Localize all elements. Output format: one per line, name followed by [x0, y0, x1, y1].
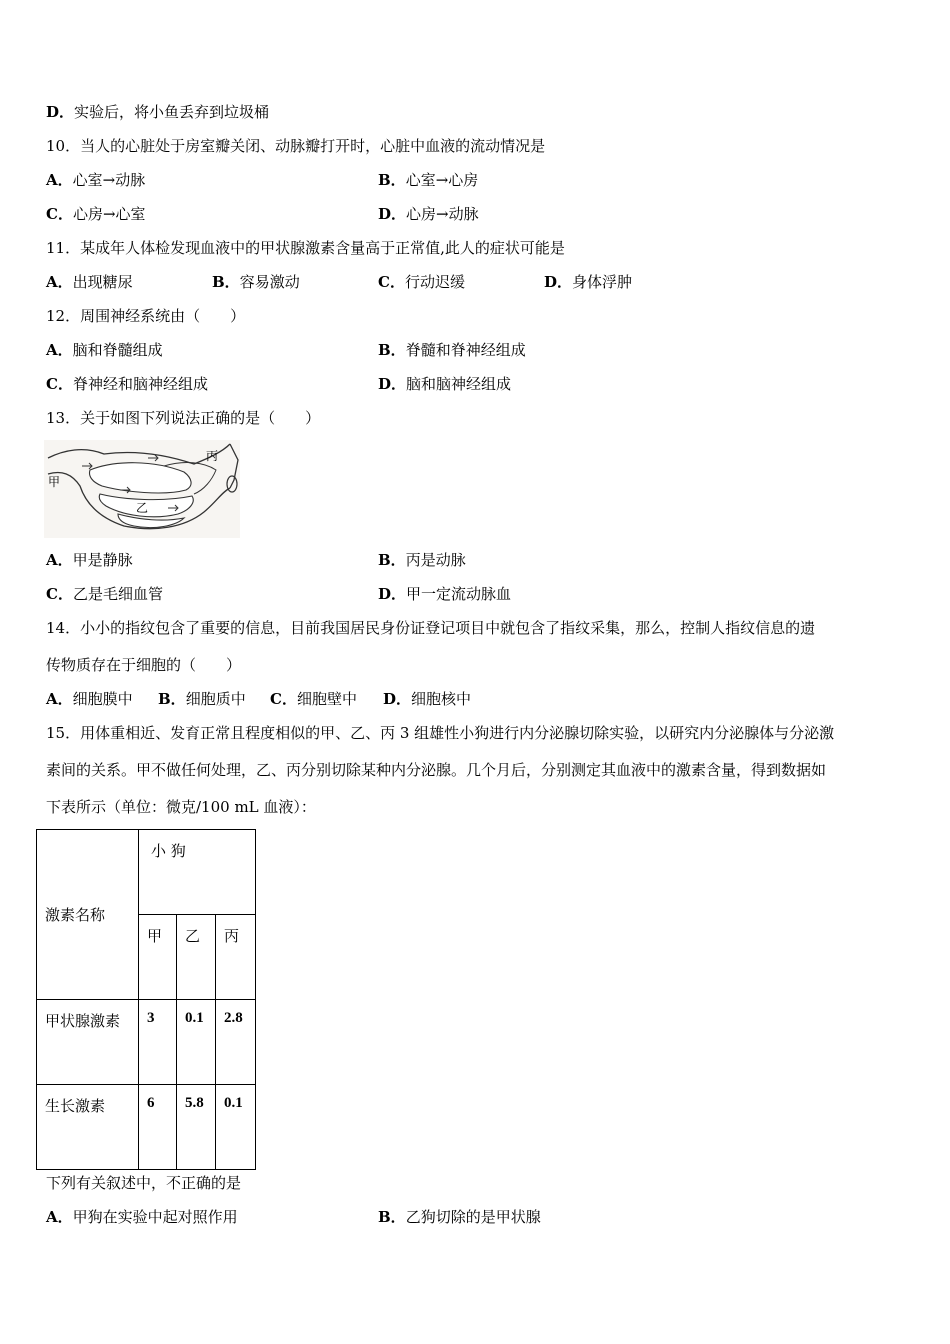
row-name [37, 1085, 139, 1170]
option-text: 心房→动脉 [406, 205, 479, 223]
q10-option-d [378, 204, 479, 224]
q13-option-c [46, 584, 163, 604]
option-text: 细胞壁中 [296, 690, 357, 708]
q9-option-d [46, 102, 269, 122]
option-letter: D． [378, 375, 407, 393]
q10-stem: 10．当人的心脏处于房室瓣关闭、动脉瓣打开时，心脏中血液的流动情况是 [46, 137, 546, 155]
cell-value-text: 0.1 [224, 1095, 243, 1111]
q15-prompt: 下列有关叙述中，不正确的是 [46, 1174, 242, 1192]
option-letter: B． [378, 341, 406, 359]
option-text: 脊神经和脑神经组成 [72, 375, 208, 393]
q13-option-b [378, 550, 466, 570]
option-letter: A． [46, 1208, 73, 1226]
option-text: 心室→心房 [405, 171, 479, 189]
cell-value-text: 0.1 [185, 1010, 204, 1026]
col-jia [139, 915, 177, 1000]
q14-stem-line2: 传物质存在于细胞的（ ） [46, 656, 242, 674]
q12-stem: 12．周围神经系统由（ ） [46, 307, 246, 325]
option-letter: C． [270, 690, 297, 708]
option-text: 乙狗切除的是甲状腺 [405, 1208, 541, 1226]
cell-value [177, 1085, 216, 1170]
option-text: 心房→心室 [72, 205, 146, 223]
option-letter: A． [46, 171, 73, 189]
option-text: 甲狗在实验中起对照作用 [72, 1208, 238, 1226]
q10-option-b [378, 170, 478, 190]
cell-value-text: 5.8 [185, 1095, 204, 1111]
header-hormone-name [37, 830, 139, 1000]
cell-value [139, 1000, 177, 1085]
option-text: 实验后，将小鱼丢弃到垃圾桶 [74, 103, 270, 121]
option-text: 身体浮肿 [572, 273, 633, 291]
cell-value-text: 2.8 [224, 1010, 243, 1026]
table-row [37, 1000, 256, 1085]
cell-value [177, 1000, 216, 1085]
option-letter: C． [378, 273, 405, 291]
option-letter: C． [46, 375, 73, 393]
q13-stem: 13．关于如图下列说法正确的是（ ） [46, 409, 321, 427]
col-bing-text: 丙 [224, 927, 240, 945]
option-text: 行动迟缓 [404, 273, 465, 291]
option-text: 甲是静脉 [72, 551, 133, 569]
row-name-text: 甲状腺激素 [45, 1012, 121, 1030]
q12-option-b [378, 340, 526, 360]
row-name [37, 1000, 139, 1085]
label-yi: 乙 [136, 501, 149, 515]
label-jia: 甲 [48, 475, 61, 489]
q13-option-d [378, 584, 511, 604]
cell-value [139, 1085, 177, 1170]
option-letter: C． [46, 585, 73, 603]
option-letter: A． [46, 341, 73, 359]
row-name-text: 生长激素 [45, 1097, 106, 1115]
option-letter: D． [383, 690, 412, 708]
option-letter: B． [378, 1208, 406, 1226]
q14-option-c [270, 689, 357, 709]
option-letter: D． [378, 585, 407, 603]
q11-option-a [46, 272, 133, 292]
option-text: 容易激动 [239, 273, 300, 291]
q13-option-a [46, 550, 133, 570]
option-letter: A． [46, 690, 73, 708]
header-dog-group [139, 830, 256, 915]
label-bing: 丙 [206, 449, 219, 463]
option-letter: A． [46, 273, 73, 291]
q14-option-a [46, 689, 133, 709]
blood-vessel-figure [44, 440, 240, 538]
option-text: 细胞膜中 [72, 690, 133, 708]
option-text: 丙是动脉 [405, 551, 466, 569]
option-letter: A． [46, 551, 73, 569]
option-letter: B． [212, 273, 240, 291]
q10-option-a [46, 170, 145, 190]
option-letter: C． [46, 205, 73, 223]
table-row [37, 1085, 256, 1170]
cell-value-text: 3 [147, 1010, 155, 1026]
option-text: 细胞核中 [411, 690, 472, 708]
q12-option-c [46, 374, 208, 394]
option-text: 出现糖尿 [72, 273, 133, 291]
option-text: 细胞质中 [185, 690, 246, 708]
q14-option-b [158, 689, 246, 709]
option-letter: D． [544, 273, 573, 291]
col-yi [177, 915, 216, 1000]
option-text: 脑和脊髓组成 [72, 341, 163, 359]
q14-option-d [383, 689, 471, 709]
q11-option-d [544, 272, 632, 292]
col-jia-text: 甲 [147, 927, 163, 945]
hormone-table [36, 829, 256, 1170]
q15-stem-line2: 素间的关系。甲不做任何处理，乙、丙分别切除某种内分泌腺。几个月后，分别测定其血液中的激素含量，得到数据如 [46, 761, 827, 779]
q15-option-b [378, 1207, 541, 1227]
option-text: 甲一定流动脉血 [406, 585, 512, 603]
option-text: 乙是毛细血管 [72, 585, 163, 603]
header-hormone-name-text: 激素名称 [45, 906, 106, 924]
option-letter: D． [378, 205, 407, 223]
option-letter: B． [378, 171, 406, 189]
q11-option-b [212, 272, 300, 292]
col-yi-text: 乙 [185, 927, 201, 945]
option-letter: D． [46, 103, 75, 121]
cell-value [216, 1000, 256, 1085]
q15-option-a [46, 1207, 238, 1227]
col-bing [216, 915, 256, 1000]
q11-option-c [378, 272, 465, 292]
option-text: 心室→动脉 [72, 171, 146, 189]
option-letter: B． [378, 551, 406, 569]
q12-option-a [46, 340, 163, 360]
option-text: 脑和脑神经组成 [406, 375, 512, 393]
q11-stem: 11．某成年人体检发现血液中的甲状腺激素含量高于正常值,此人的症状可能是 [46, 239, 565, 257]
q15-stem-line1: 15．用体重相近、发育正常且程度相似的甲、乙、丙 3 组雄性小狗进行内分泌腺切除实验，以研究内分泌腺体与分泌激 [46, 724, 835, 742]
option-text: 脊髓和脊神经组成 [405, 341, 526, 359]
option-letter: B． [158, 690, 186, 708]
cell-value-text: 6 [147, 1095, 155, 1111]
q10-option-c [46, 204, 146, 224]
q15-stem-line3: 下表所示（单位：微克/100 mL 血液）： [46, 798, 316, 816]
header-dog-group-text: 小 狗 [151, 842, 186, 860]
q14-stem-line1: 14．小小的指纹包含了重要的信息，目前我国居民身份证登记项目中就包含了指纹采集，那么，控制人指纹信息的遗 [46, 619, 816, 637]
cell-value [216, 1085, 256, 1170]
q12-option-d [378, 374, 511, 394]
